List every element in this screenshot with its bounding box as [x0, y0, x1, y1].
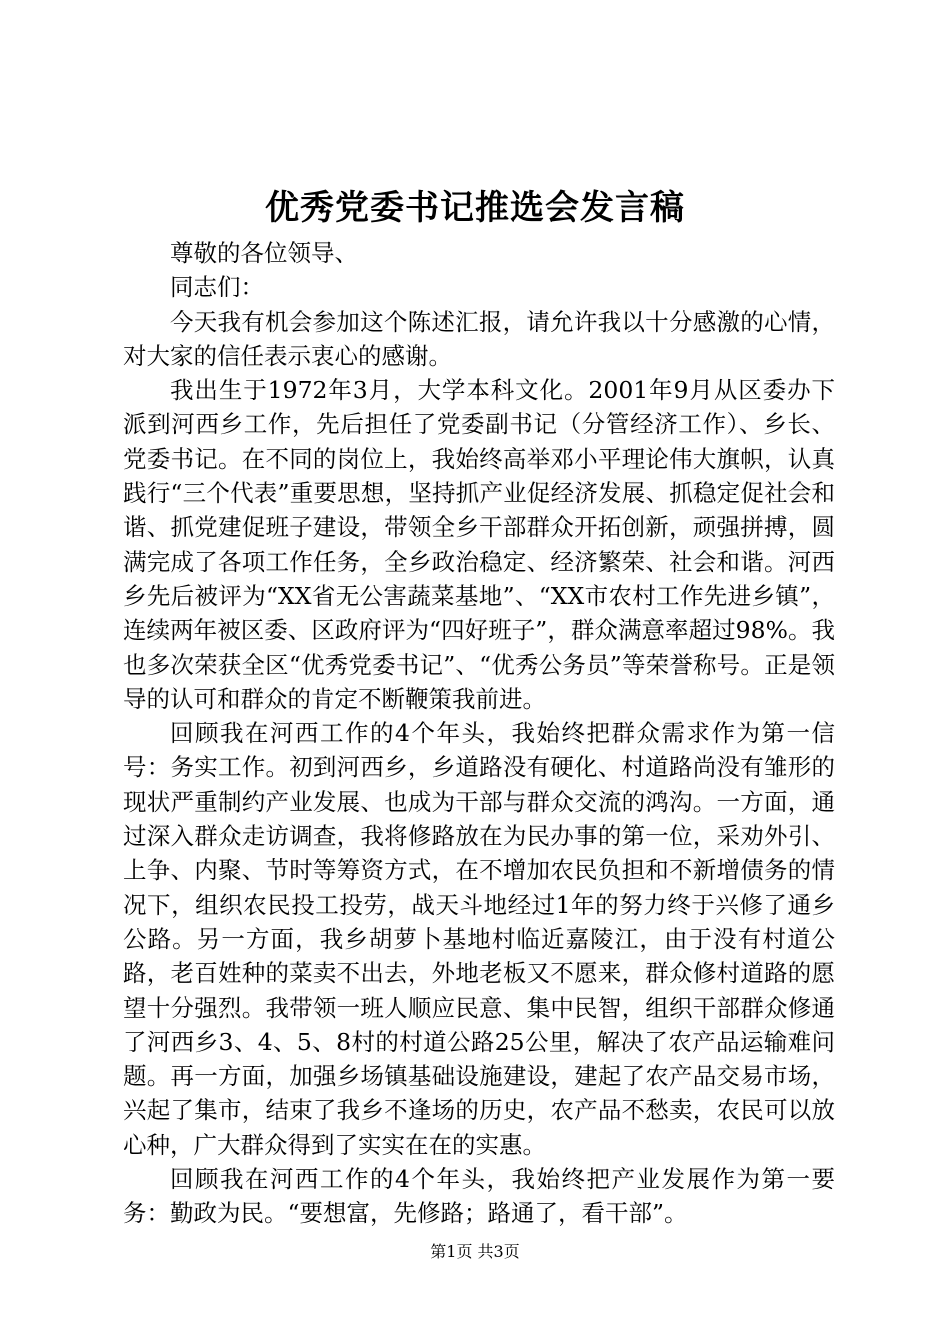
paragraph-review-2: 回顾我在河西工作的4个年头，我始终把产业发展作为第一要务：勤政为民。“要想富，先修路；路通了，看干部”。 — [123, 1165, 835, 1228]
salutation-line-1: 尊敬的各位领导、 — [170, 239, 358, 267]
document-title: 优秀党委书记推选会发言稿 — [265, 188, 685, 228]
page-footer: 第1页 共3页 — [430, 1242, 520, 1261]
paragraph-intro: 今天我有机会参加这个陈述汇报，请允许我以十分感激的心情，对大家的信任表示衷心的感谢。 — [123, 307, 835, 370]
salutation-line-2: 同志们： — [170, 273, 264, 302]
paragraph-review-1: 回顾我在河西工作的4个年头，我始终把群众需求作为第一信号：务实工作。初到河西乡，乡道路没有硬化、村道路尚没有雏形的现状严重制约产业发展、也成为干部与群众交流的鸿沟。一方面，通过深入群众走访调查，我将修路放在为民办事的第一位，采劝外引、上争、内聚、节时等筹资方式，在不增加农民负担和不新增债务的情况下，组织农民投工投劳，战天斗地经过1年的努力终于兴修了通乡公路。另一方面，我乡胡萝卜基地村临近嘉陵江，由于没有村道公路，老百姓种的菜卖不出去，外地老板又不愿来，群众修村道路的愿望十分强烈。我带领一班人顺应民意、集中民智，组织干部群众修通了河西乡3、4、5、8村的村道公路25公里，解决了农产品运输难问题。再一方面，加强乡场镇基础设施建设，建起了农产品交易市场，兴起了集市，结束了我乡不逢场的历史，农产品不愁卖，农民可以放心种，广大群众得到了实实在在的实惠。 — [123, 719, 835, 1159]
paragraph-background: 我出生于1972年3月，大学本科文化。2001年9月从区委办下派到河西乡工作，先后担任了党委副书记（分管经济工作）、乡长、党委书记。在不同的岗位上，我始终高举邓小平理论伟大旗帜，认真践行“三个代表”重要思想，坚持抓产业促经济发展、抓稳定促社会和谐、抓党建促班子建设，带领全乡干部群众开拓创新，顽强拼搏，圆满完成了各项工作任务，全乡政治稳定、经济繁荣、社会和谐。河西乡先后被评为“XX省无公害蔬菜基地”、“XX市农村工作先进乡镇”，连续两年被区委、区政府评为“四好班子”，群众满意率超过98%。我也多次荣获全区“优秀党委书记”、“优秀公务员”等荣誉称号。正是领导的认可和群众的肯定不断鞭策我前进。 — [123, 376, 835, 713]
document-body — [123, 236, 835, 1231]
